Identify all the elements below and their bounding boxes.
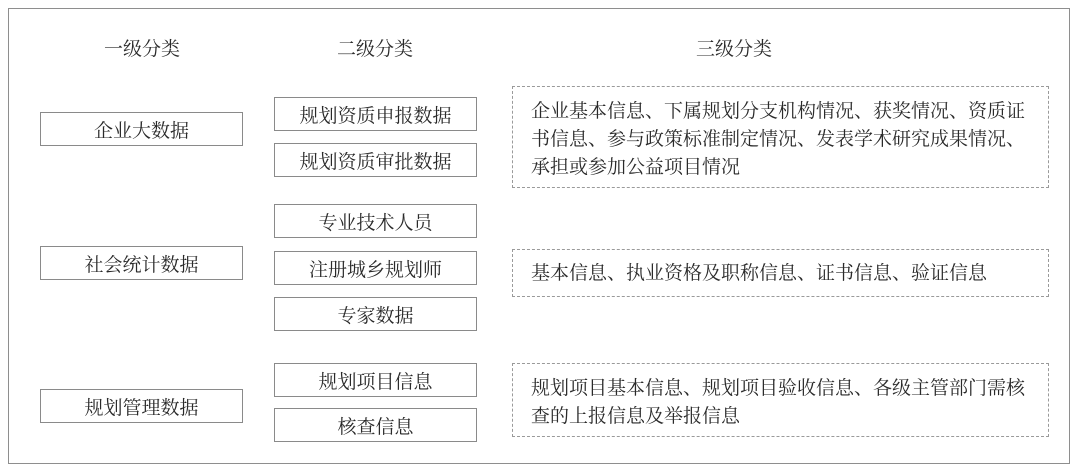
level2-verification-info-box: 核查信息	[274, 408, 477, 442]
level3-statistics-details: 基本信息、执业资格及职称信息、证书信息、验证信息	[512, 249, 1049, 297]
level3-enterprise-details: 企业基本信息、下属规划分支机构情况、获奖情况、资质证书信息、参与政策标准制定情况、发表学术研究成果情况、承担或参加公益项目情况	[512, 86, 1049, 188]
level1-enterprise-box: 企业大数据	[40, 112, 243, 146]
level1-statistics-box: 社会统计数据	[40, 246, 243, 280]
level2-registered-planner-box: 注册城乡规划师	[274, 251, 477, 285]
level1-management-box: 规划管理数据	[40, 389, 243, 423]
level2-project-info-box: 规划项目信息	[274, 363, 477, 397]
level2-qualification-approve-box: 规划资质审批数据	[274, 143, 477, 177]
header-level3: 三级分类	[695, 38, 773, 60]
header-level1: 一级分类	[103, 38, 181, 60]
header-level2: 二级分类	[336, 38, 414, 60]
level2-qualification-apply-box: 规划资质申报数据	[274, 97, 477, 131]
level2-expert-data-box: 专家数据	[274, 297, 477, 331]
level3-management-details: 规划项目基本信息、规划项目验收信息、各级主管部门需核查的上报信息及举报信息	[512, 363, 1049, 437]
level2-technical-staff-box: 专业技术人员	[274, 204, 477, 238]
